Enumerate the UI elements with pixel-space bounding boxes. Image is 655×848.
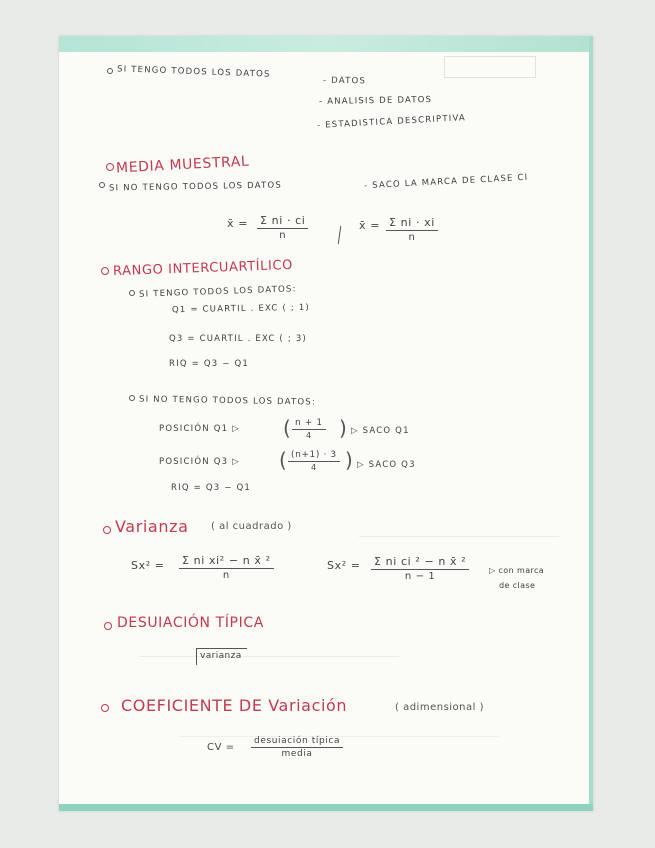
media-formula-lhs: x̄ =	[359, 219, 381, 232]
media-formula-2	[386, 216, 438, 243]
formula-separator	[338, 226, 341, 244]
varianza-note: ( al cuadrado )	[211, 521, 292, 532]
posicion-q1-label: POSICIÓN Q1 ▷	[159, 424, 240, 434]
sqrt-content: varianza	[200, 651, 242, 661]
bullet-icon	[101, 267, 109, 275]
paren-close: )	[345, 448, 353, 472]
rango-sub1: SI TENGO TODOS LOS DATOS:	[138, 284, 297, 300]
heading-rango-intercuartilico: RANGO INTERCUARTÍLICO	[112, 257, 294, 280]
washi-tape-bottom	[59, 804, 593, 811]
fraction-denominator: 4	[311, 463, 317, 472]
heading-varianza: Varianza	[115, 517, 189, 536]
varianza-formula-lhs: Sx² =	[327, 559, 361, 572]
varianza-note-1: ▷ con marca	[489, 566, 545, 575]
media-line: SI NO TENGO TODOS LOS DATOS	[108, 180, 282, 194]
bullet-icon	[101, 704, 109, 712]
posicion-q1-fraction	[292, 418, 326, 440]
cv-note: ( adimensional )	[395, 702, 484, 713]
heading-media-muestral: MEDIA MUESTRAL	[115, 153, 250, 177]
paren-open: (	[283, 416, 291, 440]
heading-coeficiente-variacion: COEFICIENTE DE Variación	[121, 696, 348, 715]
show-through-mark	[444, 56, 536, 78]
fraction-denominator: n − 1	[404, 571, 436, 582]
rango-q1: Q1 = CUARTIL . EXC ( ; 1)	[171, 302, 311, 316]
fraction-numerator: (n+1) · 3	[288, 450, 340, 462]
fraction-denominator: n	[279, 230, 287, 241]
paren-open: (	[279, 448, 287, 472]
posicion-q1-after: ▷ SACO Q1	[351, 426, 410, 436]
varianza-formula-2	[371, 555, 469, 582]
fraction-numerator: Σ ni · ci	[257, 214, 308, 229]
fraction-denominator: 4	[306, 431, 312, 440]
fraction-numerator: Σ ni · xi	[386, 216, 438, 231]
intro-list-item: - ESTADISTICA DESCRIPTIVA	[316, 113, 467, 131]
rango-riq-2: RIQ = Q3 − Q1	[171, 483, 251, 493]
media-formula-lhs: x̄ =	[227, 217, 249, 230]
washi-tape-top	[59, 36, 593, 52]
bullet-icon	[129, 395, 135, 401]
intro-list-item: - ANALISIS DE DATOS	[318, 95, 433, 107]
show-through-mark	[359, 536, 559, 538]
media-note: - SACO LA MARCA DE CLASE CI	[363, 172, 529, 192]
heading-desviacion-tipica: DESUIACIÓN TÍPICA	[117, 615, 264, 631]
posicion-q3-fraction	[288, 450, 340, 472]
varianza-note-2: de clase	[499, 581, 536, 590]
posicion-q3-label: POSICIÓN Q3 ▷	[159, 457, 240, 467]
paren-close: )	[339, 416, 347, 440]
bullet-icon	[103, 526, 111, 534]
fraction-numerator: Σ ni ci ² − n x̄ ²	[371, 555, 469, 570]
intro-list-item: - DATOS	[322, 75, 367, 87]
varianza-formula-1	[179, 554, 274, 581]
fraction-denominator: n	[408, 232, 416, 243]
bullet-icon	[104, 622, 112, 630]
rango-q3: Q3 = CUARTIL . EXC ( ; 3)	[169, 334, 307, 344]
rango-riq: RIQ = Q3 − Q1	[169, 359, 249, 369]
fraction-denominator: n	[222, 570, 230, 581]
bullet-icon	[106, 163, 114, 171]
fraction-denominator: media	[281, 749, 313, 759]
bullet-icon	[129, 290, 135, 296]
rango-sub2: SI NO TENGO TODOS LOS DATOS:	[138, 394, 317, 408]
washi-tape-right	[589, 36, 593, 811]
cv-formula	[251, 736, 343, 759]
fraction-numerator: desuiación típica	[251, 736, 343, 748]
show-through-mark	[139, 656, 399, 658]
varianza-formula-lhs: Sx² =	[131, 559, 165, 572]
posicion-q3-after: ▷ SACO Q3	[357, 460, 416, 470]
bullet-icon	[99, 182, 105, 188]
cv-formula-lhs: CV =	[207, 742, 235, 753]
fraction-numerator: Σ ni xi² − n x̄ ²	[179, 554, 274, 569]
intro-line: SI TENGO TODOS LOS DATOS	[116, 64, 271, 80]
media-formula-1	[257, 214, 308, 241]
fraction-numerator: n + 1	[292, 418, 326, 430]
bullet-icon	[107, 68, 113, 74]
notebook-page	[59, 36, 593, 811]
